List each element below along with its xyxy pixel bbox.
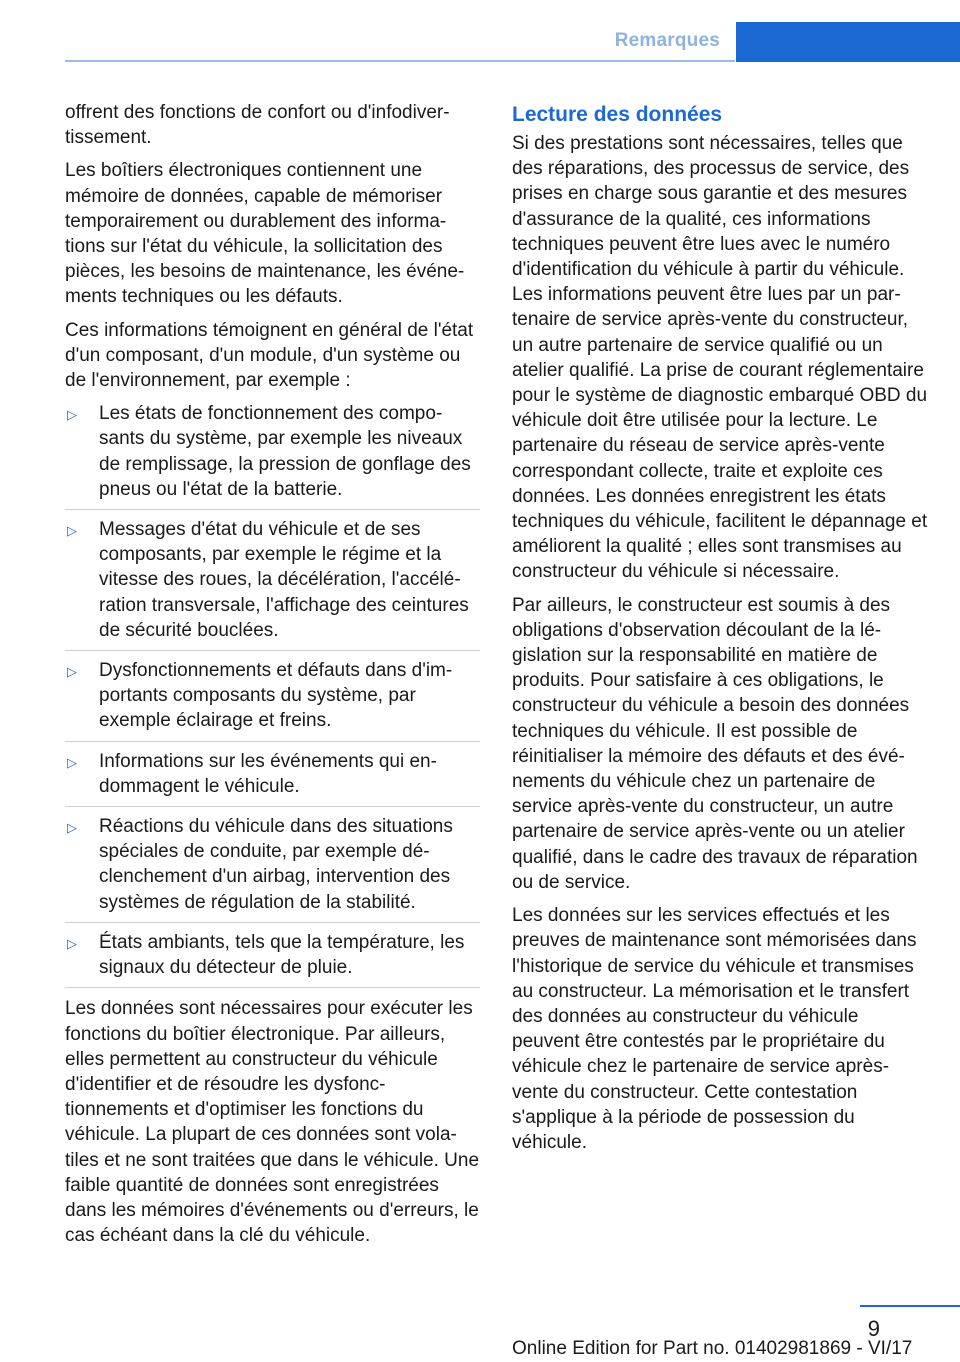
header-accent-bar <box>736 22 960 62</box>
page-number: 9 <box>867 1316 880 1341</box>
triangle-right-icon: ▷ <box>67 523 77 539</box>
paragraph-memory: Les boîtiers électroniques contiennent une mémoire de données, capable de mémoriser temporairement ou durablement des informations sur l'état du véhicule, la sollicitation des pièces, les besoins de maintenance, les événements techniques ou les défauts. <box>65 160 465 308</box>
list-item-text: Les états de fonctionnement des composants du système, par exemple les niveaux de remplissage, la pression de gonflage des pneus ou l'état de la batterie. <box>99 403 471 500</box>
list-item <box>65 517 480 651</box>
section-heading: Lecture des données <box>512 103 723 126</box>
list-item <box>65 658 480 742</box>
right-column <box>512 100 928 1163</box>
list-item-text: Réactions du véhicule dans des situations spéciales de conduite, par exemple déclenchement d'un airbag, intervention des systèmes de régulation de la stabilité. <box>99 816 453 913</box>
paragraph-needed: Les données sont nécessaires pour exécuter les fonctions du boîtier électronique. Par ailleurs, elles permettent au constructeur du véhicule d'identifier et de résoudre les dysfonctionnements et d'optimiser les fonctions du véhicule. La plupart de ces données sont volatiles et ne sont traitées que dans le véhicule. Une faible quantité de données sont enregistrées dans les mémoires d'événements ou d'erreurs, le cas échéant dans la clé du véhicule. <box>65 998 480 1247</box>
header-rule <box>65 60 735 62</box>
paragraph-reading: Si des prestations sont nécessaires, telles que des réparations, des processus de service, des prises en charge sous garantie et des mesures d'assurance de la qualité, ces informations techniques peuvent être lues avec le numéro d'identification du véhicule à partir du véhicule. Les informations peuvent être lues par un partenaire de service après-vente du constructeur, un autre partenaire de service qualifié ou un atelier qualifié. La prise de courant réglementaire pour le système de diagnostic embarqué OBD du véhicule doit être utilisée pour la lecture. Le partenaire du réseau de service après-vente correspondant collecte, traite et exploite ces données. Les données enregistrent les états techniques du véhicule, facilitent le dépannage et améliorent la qualité ; elles sont transmises au constructeur du véhicule si nécessaire. <box>512 133 928 583</box>
section-title: Remarques <box>614 30 720 51</box>
paragraph-intro: offrent des fonctions de confort ou d'infodivertissement. <box>65 102 450 149</box>
left-column <box>65 100 480 1256</box>
list-item-text: États ambiants, tels que la température, les signaux du détecteur de pluie. <box>99 931 465 979</box>
triangle-right-icon: ▷ <box>67 935 77 951</box>
paragraph-history: Les données sur les services effectués et les preuves de maintenance sont mémorisées dans l'historique de service du véhicule et transmises au constructeur. La mémorisation et le transfert des données au constructeur du véhicule peuvent être contestés par le propriétaire du véhicule chez le partenaire de service après-vente du constructeur. Cette contestation s'applique à la période de possession du véhicule. <box>512 905 917 1153</box>
triangle-right-icon: ▷ <box>67 820 77 836</box>
triangle-right-icon: ▷ <box>67 407 77 423</box>
list-item <box>65 749 480 807</box>
list-item-text: Messages d'état du véhicule et de ses composants, par exemple le régime et la vitesse des roues, la décélération, l'accélération transversale, l'affichage des ceintures de sécurité bouclées. <box>99 519 469 641</box>
list-item <box>65 401 480 510</box>
example-list <box>65 401 480 988</box>
edition-footer: Online Edition for Part no. 01402981869 - VI/17 <box>512 1338 913 1359</box>
list-item <box>65 814 480 923</box>
triangle-right-icon: ▷ <box>67 754 77 770</box>
list-item <box>65 930 480 988</box>
paragraph-obligations: Par ailleurs, le constructeur est soumis à des obligations d'observation découlant de la législation sur la responsabilité en matière de produits. Pour satisfaire à ces obligations, le constructeur du véhicule a besoin des données techniques du véhicule. Il est possible de réinitialiser la mémoire des défauts et des événements du véhicule chez un partenaire de service après-vente du constructeur, un autre partenaire de service après-vente ou un atelier qualifié, dans le cadre des travaux de réparation ou de service. <box>512 594 918 893</box>
paragraph-examples: Ces informations témoignent en général de l'état d'un composant, d'un module, d'un système ou de l'environnement, par exemple : <box>65 319 474 392</box>
footer-rule <box>860 1305 960 1307</box>
list-item-text: Informations sur les événements qui endommagent le véhicule. <box>99 750 437 797</box>
triangle-right-icon: ▷ <box>67 664 77 680</box>
list-item-text: Dysfonctionnements et défauts dans d'importants composants du système, par exemple éclairage et freins. <box>99 660 453 732</box>
